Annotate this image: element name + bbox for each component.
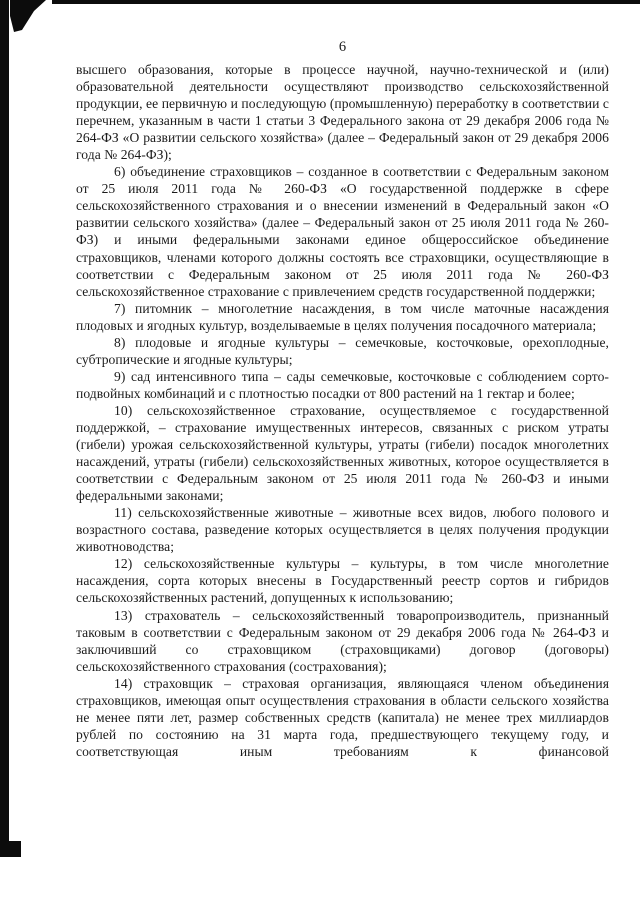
paragraph: 12) сельскохозяйственные культуры – культуры, в том числе многолетние насаждения, сорта которых внесены в Государственный реестр сортов и гибридов сельскохозяйственных растений, допущенных к использованию; (76, 556, 609, 606)
paragraph: 13) страхователь – сельскохозяйственный товаропроизводитель, признанный таковым в соответствии с Федеральным законом от 29 декабря 2006 года № 264-ФЗ и заключивший со страховщиком (страховщиками) договор (договоры) сельскохозяйственного страхования (сострахования); (76, 607, 609, 674)
document-body (76, 61, 609, 760)
paragraph: 9) сад интенсивного типа – сады семечковые, косточковые с соблюдением сорто-подвойных комбинаций и с плотностью посадки от 800 растений на 1 гектар и более; (76, 368, 609, 401)
scan-left-edge-bar (0, 0, 9, 856)
scan-bottom-left-blotch (0, 841, 21, 857)
paragraph: 11) сельскохозяйственные животные – животные всех видов, любого полового и возрастного состава, разведение которых осуществляется в целях получения продукции животноводства; (76, 505, 609, 555)
paragraph: 8) плодовые и ягодные культуры – семечковые, косточковые, орехоплодные, субтропические и ягодные культуры; (76, 334, 609, 367)
paragraph: высшего образования, которые в процессе научной, научно-технической и (или) образовательной деятельности осуществляют производство сельскохозяйственной продукции, ее первичную и последующую (промышленную) переработку в соответствии с перечнем, указанным в части 1 статьи 3 Федерального закона от 29 декабря 2006 года № 264-ФЗ «О развитии сельского хозяйства» (далее – Федеральный закон от 29 декабря 2006 года № 264-ФЗ); (76, 62, 609, 163)
paragraph: 10) сельскохозяйственное страхование, осуществляемое с государственной поддержкой, – страхование имущественных интересов, связанных с риском утраты (гибели) урожая сельскохозяйственной культуры, утраты (гибели) посадок многолетних насаждений, утраты (гибели) сельскохозяйственных животных, которое осуществляется в соответствии с Федеральным законом от 25 июля 2011 года № 260-ФЗ и иными федеральными законами; (76, 402, 609, 504)
page-number: 6 (338, 39, 347, 55)
paragraph: 6) объединение страховщиков – созданное в соответствии с Федеральным законом от 25 июля 2011 года № 260-ФЗ «О государственной поддержке в сфере сельскохозяйственного страхования и о внесении изменений в Федеральный закон «О развитии сельского хозяйства» (далее – Федеральный закон от 25 июля 2011 года № 260-ФЗ) и иными федеральными законами единое общероссийское объединение страховщиков, членами которого должны состоять все страховщики, осуществляющие в соответствии с Федеральным законом от 25 июля 2011 года № 260-ФЗ сельскохозяйственное страхование с привлечением средств государственной поддержки; (76, 164, 609, 299)
scan-top-edge-line (52, 0, 640, 4)
paragraph: 14) страховщик – страховая организация, являющаяся членом объединения страховщиков, имеющая опыт осуществления страхования в области сельского хозяйства не менее пяти лет, размер собственных средств (капитала) не менее трех миллиардов рублей по состоянию на 31 марта года, предшествующего текущему году, и соответствующая иным требованиям к финансовой (76, 675, 609, 759)
scan-corner-wedge-mark (8, 0, 56, 34)
paragraph: 7) питомник – многолетние насаждения, в том числе маточные насаждения плодовых и ягодных культур, возделываемые в целях получения посадочного материала; (76, 300, 609, 333)
